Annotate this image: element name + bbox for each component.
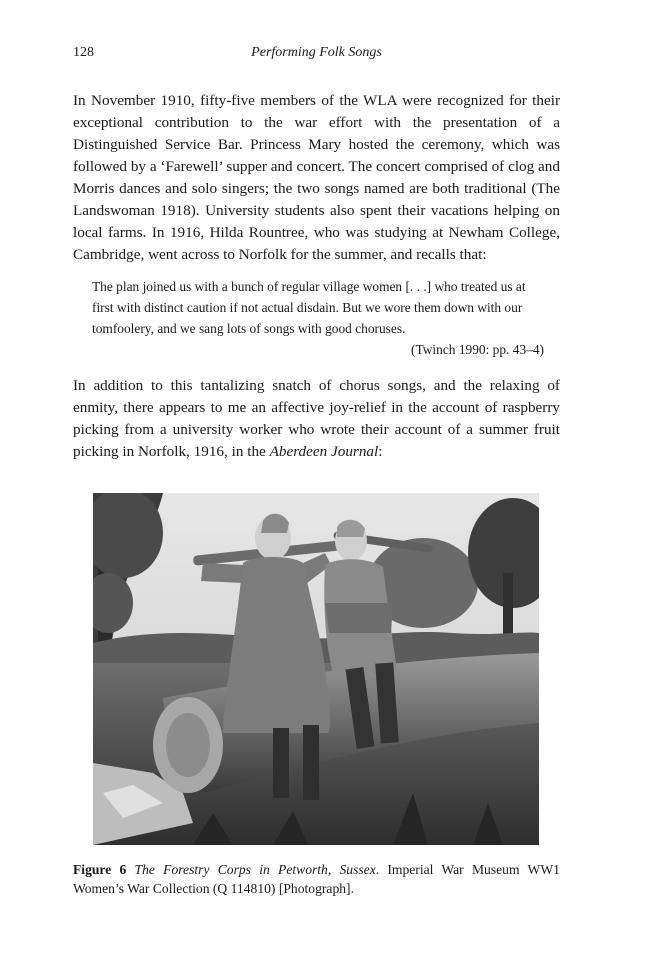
body-paragraph-2 — [73, 375, 560, 463]
page-number: 128 — [73, 45, 94, 60]
block-quote-citation: (Twinch 1990: pp. 43–4) — [411, 342, 544, 357]
figure-caption — [73, 860, 560, 898]
forestry-corps-photograph — [93, 493, 539, 845]
block-quote-text: The plan joined us with a bunch of regular village women [. . .] who treated us at first with distinct caution if not actual disdain. But we wore them down with our tomfoolery, and we sang lots of songs with good choruses. — [92, 279, 526, 336]
running-title: Performing Folk Songs — [251, 45, 382, 60]
block-quote — [92, 276, 544, 360]
paragraph-2-text: In addition to this tantalizing snatch of chorus songs, and the relaxing of enmity, there appears to me an affective joy-relief in the account of raspberry picking from a university worker who wrote their account of a summer fruit picking in Norfolk, 1916, in the — [73, 377, 560, 460]
paragraph-2-end: : — [378, 443, 383, 460]
page-header — [73, 45, 560, 65]
body-paragraph-1: In November 1910, fifty-five members of the WLA were recognized for their exceptional contribution to the war effort with the presentation of a Distinguished Service Bar. Princess Mary hosted the ceremony, which was followed by a ‘Farewell’ supper and concert. The concert comprised of clog and Morris dances and solo singers; the two songs named are both traditional (The Landswoman 1918). University students also spent their vacations helping on local farms. In 1916, Hilda Rountree, who was studying at Newham College, Cambridge, went across to Norfolk for the summer, and recalls that: — [73, 92, 560, 263]
figure-credit: . Imperial War Museum WW1 Women’s War Collection (Q 114810) [Photograph]. — [73, 862, 560, 896]
journal-title: Aberdeen Journal — [269, 443, 379, 460]
figure-label: Figure 6 — [73, 862, 127, 877]
figure-title: The Forestry Corps in Petworth, Sussex — [134, 862, 376, 877]
